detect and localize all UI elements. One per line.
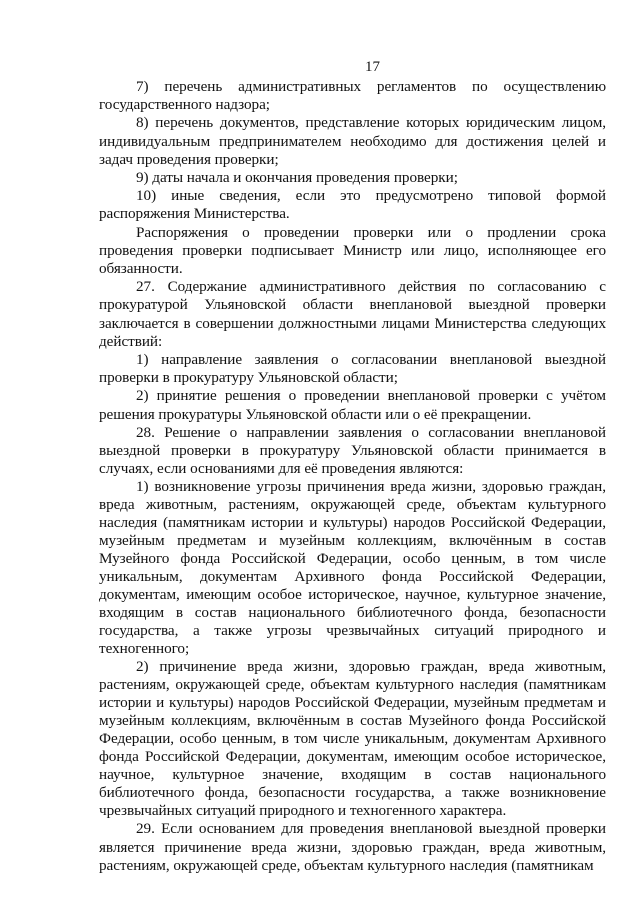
paragraph-29: 29. Если основанием для проведения внеплановой выездной проверки является причинение вреда жизни, здоровью граждан, вреда животным, растениям, окружающей среде, объектам культурного наследия (памятникам: [99, 820, 606, 874]
paragraph-27: 27. Содержание административного действия по согласованию с прокуратурой Ульяновской области внеплановой выездной проверки заключается в совершении должностными лицами Министерства следующих действий:: [99, 278, 606, 350]
paragraph-item-10: 10) иные сведения, если это предусмотрено типовой формой распоряжения Министерства.: [99, 187, 606, 223]
paragraph-item-7: 7) перечень административных регламентов по осуществлению государственного надзора;: [99, 78, 606, 114]
paragraph-27-item-2: 2) принятие решения о проведении внеплановой проверки с учётом решения прокуратуры Ульяновской области или о её прекращении.: [99, 387, 606, 423]
paragraph-28: 28. Решение о направлении заявления о согласовании внеплановой выездной проверки в прокуратуру Ульяновской области принимается в случаях, если основаниями для её проведения являются:: [99, 423, 606, 478]
paragraph-28-item-1: 1) возникновение угрозы причинения вреда жизни, здоровью граждан, вреда животным, растениям, окружающей среде, объектам культурного наследия (памятникам истории и культуры) народов Российской Федерации, музейным предметам и музейным коллекциям, включённым в состав Музейного фонда Российской Федерации, особо ценным, в том числе уникальным, документам Архивного фонда Российской Федерации, документам, имеющим особое историческое, научное, культурное значение, входящим в состав национального библиотечного фонда, безопасности государства, а также угрозы чрезвычайных ситуаций природного и техногенного;: [99, 478, 606, 658]
page-number: 17: [365, 59, 380, 75]
paragraph-27-item-1: 1) направление заявления о согласовании внеплановой выездной проверки в прокуратуру Ульяновской области;: [99, 351, 606, 387]
paragraph-signing: Распоряжения о проведении проверки или о продлении срока проведения проверки подписывает Министр или лицо, исполняющее его обязанности.: [99, 223, 606, 278]
paragraph-item-8: 8) перечень документов, представление которых юридическим лицом, индивидуальным предпринимателем необходимо для достижения целей и задач проведения проверки;: [99, 114, 606, 168]
paragraph-item-9: 9) даты начала и окончания проведения проверки;: [136, 169, 458, 187]
paragraph-28-item-2: 2) причинение вреда жизни, здоровью граждан, вреда животным, растениям, окружающей среде, объектам культурного наследия (памятникам истории и культуры) народов Российской Федерации, музейным предметам и музейным коллекциям, включённым в состав Музейного фонда Российской Федерации, особо ценным, в том числе уникальным, документам Архивного фонда Российской Федерации, документам, имеющим особое историческое, научное, культурное значение, входящим в состав национального библиотечного фонда, безопасности государства, а также возникновение чрезвычайных ситуаций природного и техногенного характера.: [99, 658, 606, 820]
